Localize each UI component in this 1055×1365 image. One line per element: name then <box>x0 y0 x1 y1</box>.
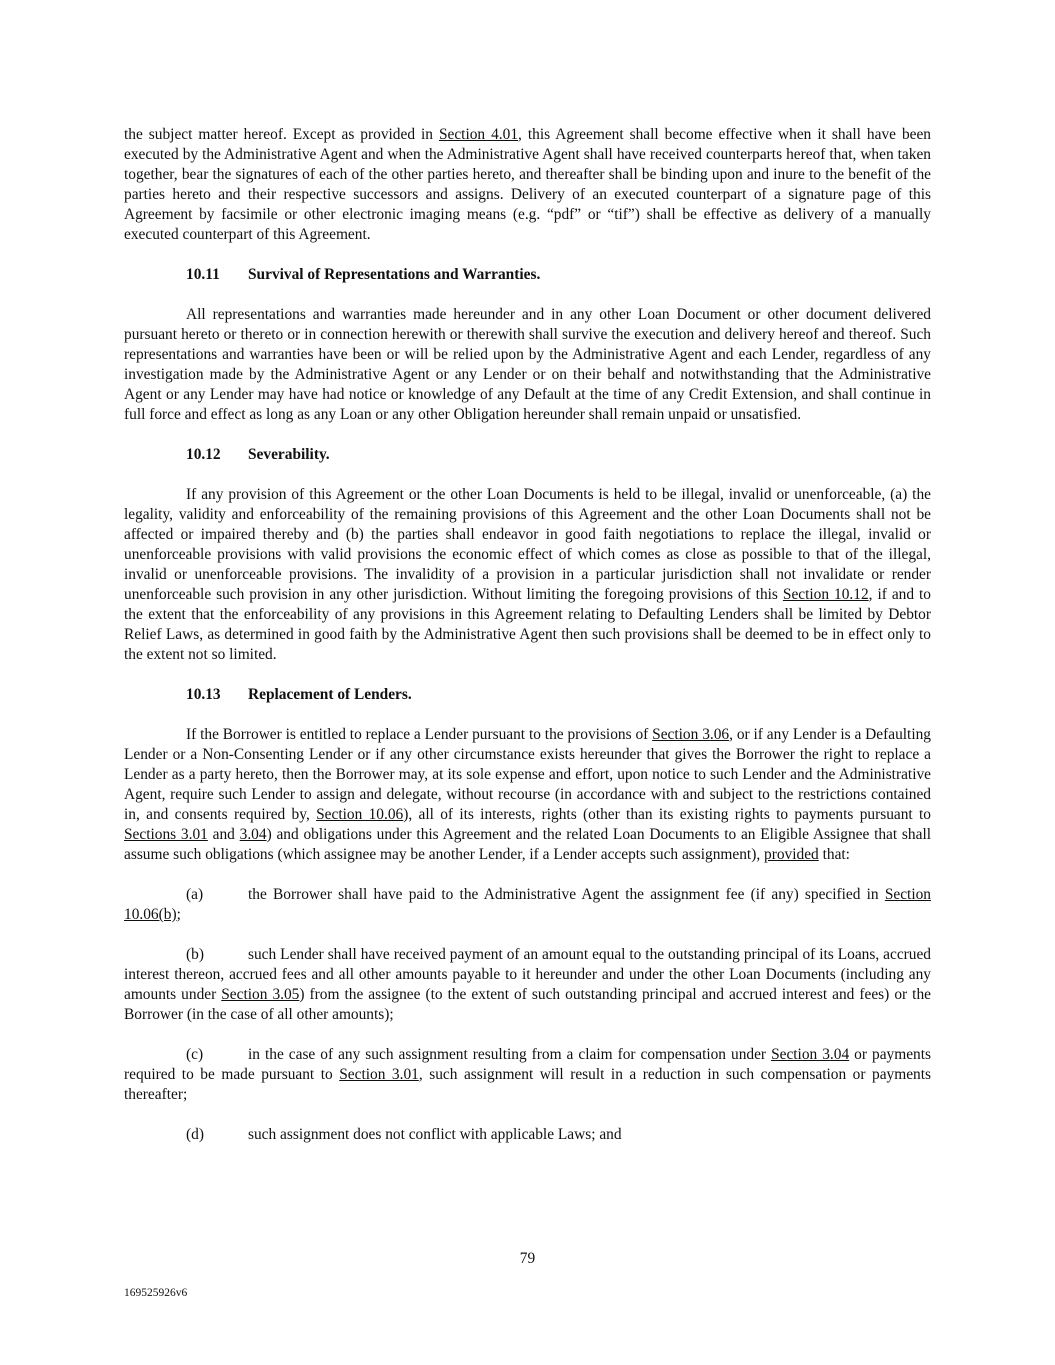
text: If the Borrower is entitled to replace a Lender pursuant to the provisions of <box>186 726 653 743</box>
list-item-a <box>124 885 931 925</box>
text: ) and obligations under this Agreement and the related Loan Documents to an Eligible Assignee that shall assume such obligations (which assignee may be another Lender, if a Lender accepts such assignment), <box>124 826 931 863</box>
section-number: 10.13 <box>186 686 221 703</box>
document-body <box>124 125 931 1145</box>
text: , if and to the extent that the enforceability of any provisions in this Agreement relating to Defaulting Lenders shall be limited by Debtor Relief Laws, as determined in good faith by the Administrative Agent then such provisions shall be deemed to be in effect only to the extent not so limited. <box>124 586 931 663</box>
list-item-d <box>124 1125 931 1145</box>
text: and <box>207 826 240 843</box>
list-item-c <box>124 1045 931 1105</box>
section-title: Severability. <box>248 446 330 463</box>
section-reference: Section 10.06(b) <box>124 886 931 923</box>
section-heading-10-11 <box>186 265 931 285</box>
section-reference: Sections 3.01 <box>124 826 208 843</box>
text: such assignment does not conflict with applicable Laws; and <box>248 1126 622 1143</box>
text: the Borrower shall have paid to the Administrative Agent the assignment fee (if any) specified in <box>248 886 885 903</box>
item-label: (b) <box>186 946 204 963</box>
list-item-b <box>124 945 931 1025</box>
section-title: Replacement of Lenders. <box>248 686 412 703</box>
text: If any provision of this Agreement or the other Loan Documents is held to be illegal, invalid or unenforceable, (a) the legality, validity and enforceability of the remaining provisions of this Agreement and the other Loan Documents shall not be affected or impaired thereby and (b) the parties shall endeavor in good faith negotiations to replace the illegal, invalid or unenforceable provisions with valid provisions the economic effect of which comes as close as possible to that of the illegal, invalid or unenforceable provisions. The invalidity of a provision in a particular jurisdiction shall not invalidate or render unenforceable such provision in any other jurisdiction. Without limiting the foregoing provisions of this <box>124 486 931 603</box>
text: , such assignment will result in a reduction in such compensation or payments thereafter; <box>124 1066 931 1103</box>
text: ) from the assignee (to the extent of such outstanding principal and accrued interest and fees) or the Borrower (in the case of all other amounts); <box>124 986 931 1023</box>
section-reference: Section 10.12 <box>782 586 869 603</box>
section-number: 10.12 <box>186 446 221 463</box>
text: such Lender shall have received payment of an amount equal to the outstanding principal of its Loans, accrued interest thereon, accrued fees and all other amounts payable to it hereunder and under the other Loan Documents (including any amounts under <box>124 946 931 1003</box>
text: in the case of any such assignment resulting from a claim for compensation under <box>248 1046 772 1063</box>
section-reference: Section 4.01 <box>438 126 519 143</box>
section-heading-10-12 <box>186 445 931 465</box>
text: or payments required to be made pursuant to <box>124 1046 931 1083</box>
text: ; <box>176 906 181 923</box>
section-reference: Section 3.01 <box>339 1066 419 1083</box>
item-label: (a) <box>186 886 204 903</box>
section-number: 10.11 <box>186 266 220 283</box>
section-reference: Section 3.06 <box>652 726 730 743</box>
item-label: (c) <box>186 1046 204 1063</box>
section-reference: Section 10.06 <box>316 806 404 823</box>
text: the subject matter hereof. Except as provided in <box>124 126 439 143</box>
section-title: Survival of Representations and Warranties. <box>248 266 541 283</box>
section-paragraph: All representations and warranties made hereunder and in any other Loan Document or other document delivered pursuant hereto or thereto or in connection herewith or therewith shall survive the execution and delivery hereof and thereof. Such representations and warranties have been or will be relied upon by the Administrative Agent and each Lender, regardless of any investigation made by the Administrative Agent or any Lender or on their behalf and notwithstanding that the Administrative Agent or any Lender may have had notice or knowledge of any Default at the time of any Credit Extension, and shall continue in full force and effect as long as any Loan or any other Obligation hereunder shall remain unpaid or unsatisfied. <box>124 306 931 423</box>
section-heading-10-13 <box>186 685 931 705</box>
paragraph-continuation <box>124 125 931 245</box>
page-number: 79 <box>519 1250 536 1267</box>
section-paragraph <box>124 485 931 665</box>
item-label: (d) <box>186 1126 204 1143</box>
document-id: 169525926v6 <box>124 1287 188 1299</box>
text: that: <box>818 846 850 863</box>
section-reference: Section 3.04 <box>771 1046 850 1063</box>
text: ), all of its interests, rights (other than its existing rights to payments pursuant to <box>403 806 931 823</box>
text: , or if any Lender is a Defaulting Lender or a Non-Consenting Lender or if any other circumstance exists hereunder that gives the Borrower the right to replace a Lender as a party hereto, then the Borrower may, at its sole expense and effort, upon notice to such Lender and the Administrative Agent, require such Lender to assign and delegate, without recourse (in accordance with and subject to the restrictions contained in, and consents required by, <box>124 726 931 823</box>
section-reference: Section 3.05 <box>221 986 300 1003</box>
section-reference: 3.04 <box>239 826 267 843</box>
section-paragraph <box>124 725 931 865</box>
text: , this Agreement shall become effective when it shall have been executed by the Administrative Agent and when the Administrative Agent shall have received counterparts hereof that, when taken together, bear the signatures of each of the other parties hereto, and thereafter shall be binding upon and inure to the benefit of the parties hereto and their respective successors and assigns. Delivery of an executed counterpart of a signature page of this Agreement by facsimile or other electronic imaging means (e.g. “pdf” or “tif”) shall be effective as delivery of a manually executed counterpart of this Agreement. <box>124 126 931 243</box>
provided-term: provided <box>764 846 819 863</box>
